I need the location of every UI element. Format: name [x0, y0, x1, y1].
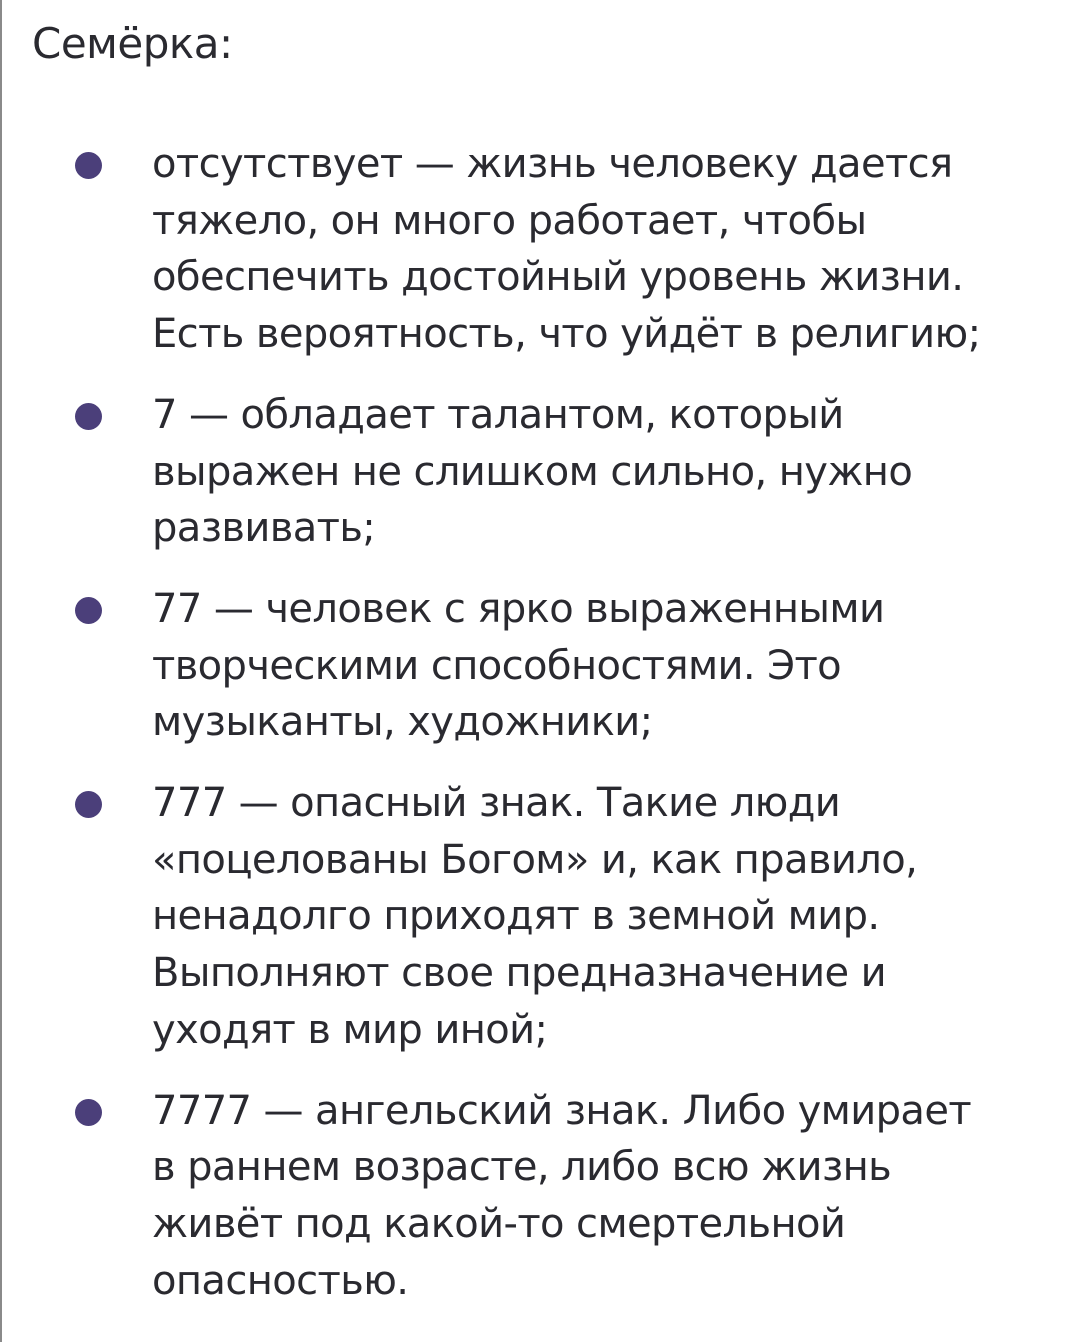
list-item-text-line: живёт под какой-то смертельной	[152, 1200, 846, 1247]
list-item-text-line: 777 — опасный знак. Такие люди	[152, 780, 841, 827]
list-item	[0, 387, 980, 557]
bullet-icon	[75, 152, 102, 179]
list-item-text-line: творческими способностями. Это	[152, 642, 842, 689]
list-item	[0, 581, 980, 751]
list-item-text-line: тяжело, он много работает, чтобы	[152, 197, 867, 244]
list-item-text-line: 7 — обладает талантом, который	[152, 391, 844, 438]
list-item-text-line: ненадолго приходят в земной мир.	[152, 893, 880, 940]
list-item-text-line: «поцелованы Богом» и, как правило,	[152, 836, 918, 883]
list-item-text-line: развивать;	[152, 505, 376, 552]
bullet-icon	[75, 403, 102, 430]
list-item-text-line: Выполняют свое предназначение и	[152, 950, 886, 997]
section-title: Семёрка:	[32, 19, 233, 68]
bullet-icon	[75, 597, 102, 624]
list-item-text-line: обеспечить достойный уровень жизни.	[152, 254, 964, 301]
list-item-text-line: в раннем возрасте, либо всю жизнь	[152, 1144, 892, 1191]
list-item-text-line: музыканты, художники;	[152, 699, 653, 746]
list-item-text-line: уходят в мир иной;	[152, 1006, 548, 1053]
list-item-text-line: выражен не слишком сильно, нужно	[152, 448, 913, 495]
bullet-icon	[75, 1099, 102, 1126]
bullet-list	[0, 136, 980, 1333]
list-item	[0, 136, 980, 363]
bullet-icon	[75, 791, 102, 818]
list-item-text-line: Есть вероятность, что уйдёт в религию;	[152, 311, 981, 358]
list-item	[0, 1083, 980, 1310]
list-item-text-line: 77 — человек с ярко выраженными	[152, 585, 885, 632]
list-item-text-line: опасностью.	[152, 1257, 409, 1304]
list-item-text-line: отсутствует — жизнь человеку дается	[152, 141, 953, 187]
list-item-text-line: 7777 — ангельский знак. Либо умирает	[152, 1087, 972, 1134]
list-item	[0, 775, 980, 1059]
